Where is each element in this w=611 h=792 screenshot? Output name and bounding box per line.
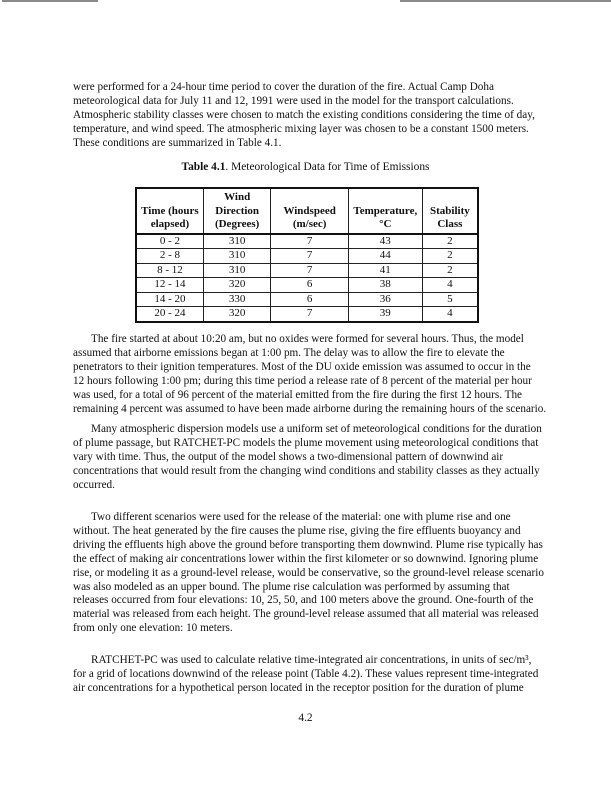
cell-stability-class: 2 — [422, 249, 478, 264]
cell-time: 12 - 14 — [136, 278, 203, 293]
text-line: releases occurred from four elevations: 10, 25, 50, and 100 meters above the ground. One-fourth of the — [73, 594, 534, 607]
text-line: of plume passage, but RATCHET-PC models the plume movement using meteorological conditions that — [73, 436, 539, 449]
cell-wind-direction: 310 — [203, 234, 271, 249]
cell-time: 2 - 8 — [136, 249, 203, 264]
cell-windspeed: 7 — [271, 234, 348, 249]
cell-windspeed: 6 — [271, 278, 348, 293]
text-line: was used, for a total of 96 percent of the material emitted from the fire during the first 12 hours. The — [73, 388, 523, 401]
text-line: material was released from each height. The ground-level release assumed that all material was released — [73, 608, 539, 621]
table-caption-label: Table 4.1 — [181, 161, 226, 173]
cell-time: 14 - 20 — [136, 292, 203, 307]
table-row — [136, 263, 478, 278]
scan-edge-left — [2, 0, 98, 2]
paragraph-fire — [73, 333, 553, 416]
paragraph-intro — [73, 81, 553, 151]
text-line: from only one elevation: 10 meters. — [73, 622, 233, 635]
text-line: vary with time. Thus, the output of the model shows a two-dimensional pattern of downwind air — [73, 450, 504, 463]
text-line: Two different scenarios were used for the release of the material: one with plume rise and one — [91, 511, 511, 523]
cell-stability-class: 4 — [422, 307, 478, 322]
cell-stability-class: 2 — [422, 234, 478, 249]
cell-stability-class: 2 — [422, 263, 478, 278]
text-line: temperature, and wind speed. The atmospheric mixing layer was chosen to be a constant 1500 meters. — [73, 122, 529, 135]
table-row — [136, 234, 478, 249]
cell-wind-direction: 310 — [203, 249, 271, 264]
cell-stability-class: 4 — [422, 278, 478, 293]
paragraph-ratchet-pc — [73, 654, 553, 696]
paragraph-dispersion-models — [73, 423, 553, 493]
table-row — [136, 307, 478, 322]
header-stability-class: Stability Class — [422, 188, 478, 234]
text-line: for a grid of locations downwind of the release point (Table 4.2). These values represent time-integrated — [73, 667, 539, 680]
text-line: rise, or modeling it as a ground-level release, would be conservative, so the ground-level release scenario — [73, 566, 544, 579]
text-line: concentrations that would result from the changing wind conditions and stability classes as they actually — [73, 464, 540, 477]
text-line: driving the effluents high above the ground before transporting them downwind. Plume rise typically has — [73, 538, 543, 551]
cell-wind-direction: 320 — [203, 307, 271, 322]
cell-windspeed: 7 — [271, 307, 348, 322]
table-caption — [0, 161, 611, 173]
paragraph-release-scenarios — [73, 511, 553, 636]
text-line: These conditions are summarized in Table 4.1. — [73, 136, 282, 149]
cell-temperature: 43 — [348, 234, 422, 249]
cell-temperature: 39 — [348, 307, 422, 322]
text-line: penetrators to their ignition temperatures. Most of the DU oxide emission was assumed to occur in the — [73, 360, 531, 373]
meteorological-data-table — [135, 187, 479, 323]
cell-temperature: 41 — [348, 263, 422, 278]
cell-wind-direction: 330 — [203, 292, 271, 307]
text-line: RATCHET-PC was used to calculate relative time-integrated air concentrations, in units of sec/m³, — [91, 654, 532, 666]
table-row — [136, 278, 478, 293]
page-number: 4.2 — [298, 712, 313, 724]
cell-time: 0 - 2 — [136, 234, 203, 249]
text-line: were performed for a 24-hour time period to cover the duration of the fire. Actual Camp Doha — [73, 81, 494, 93]
header-wind-direction: Wind Direction (Degrees) — [203, 188, 271, 234]
header-windspeed: Windspeed (m/sec) — [271, 188, 348, 234]
scan-edge-right — [400, 0, 611, 2]
table-caption-text: . Meteorological Data for Time of Emissions — [225, 161, 430, 173]
table-row — [136, 292, 478, 307]
cell-wind-direction: 310 — [203, 263, 271, 278]
text-line: occurred. — [73, 478, 115, 491]
text-line: remaining 4 percent was assumed to have been made airborne during the remaining hours of the scenario. — [73, 402, 547, 415]
cell-windspeed: 7 — [271, 263, 348, 278]
text-line: Atmospheric stability classes were chosen to match the existing conditions considering the time of day, — [73, 108, 535, 121]
table-row — [136, 249, 478, 264]
text-line: The fire started at about 10:20 am, but no oxides were formed for several hours. Thus, the model — [91, 333, 524, 345]
text-line: air concentrations for a hypothetical person located in the receptor position for the duration of plume — [73, 681, 524, 694]
cell-time: 20 - 24 — [136, 307, 203, 322]
text-line: Many atmospheric dispersion models use a uniform set of meteorological conditions for the duration — [91, 423, 542, 435]
table-header-row — [136, 188, 478, 234]
text-line: was also modeled as an upper bound. The plume rise calculation was performed by assuming that — [73, 580, 510, 593]
cell-temperature: 36 — [348, 292, 422, 307]
text-line: assumed that airborne emissions began at 1:00 pm. The delay was to allow the fire to elevate the — [73, 346, 505, 359]
cell-temperature: 38 — [348, 278, 422, 293]
text-line: 12 hours following 1:00 pm; during this time period a release rate of 8 percent of the material per hour — [73, 374, 532, 387]
cell-windspeed: 6 — [271, 292, 348, 307]
cell-time: 8 - 12 — [136, 263, 203, 278]
text-line: meteorological data for July 11 and 12, 1991 were used in the model for the transport calculations. — [73, 94, 514, 107]
cell-stability-class: 5 — [422, 292, 478, 307]
header-temperature: Temperature, °C — [348, 188, 422, 234]
text-line: without. The heat generated by the fire causes the plume rise, giving the fire effluents buoyancy and — [73, 524, 521, 537]
cell-windspeed: 7 — [271, 249, 348, 264]
cell-temperature: 44 — [348, 249, 422, 264]
header-time: Time (hours elapsed) — [136, 188, 203, 234]
text-line: the effect of making air concentrations lower within the first kilometer or so downwind. Ignoring plume — [73, 552, 539, 565]
cell-wind-direction: 320 — [203, 278, 271, 293]
